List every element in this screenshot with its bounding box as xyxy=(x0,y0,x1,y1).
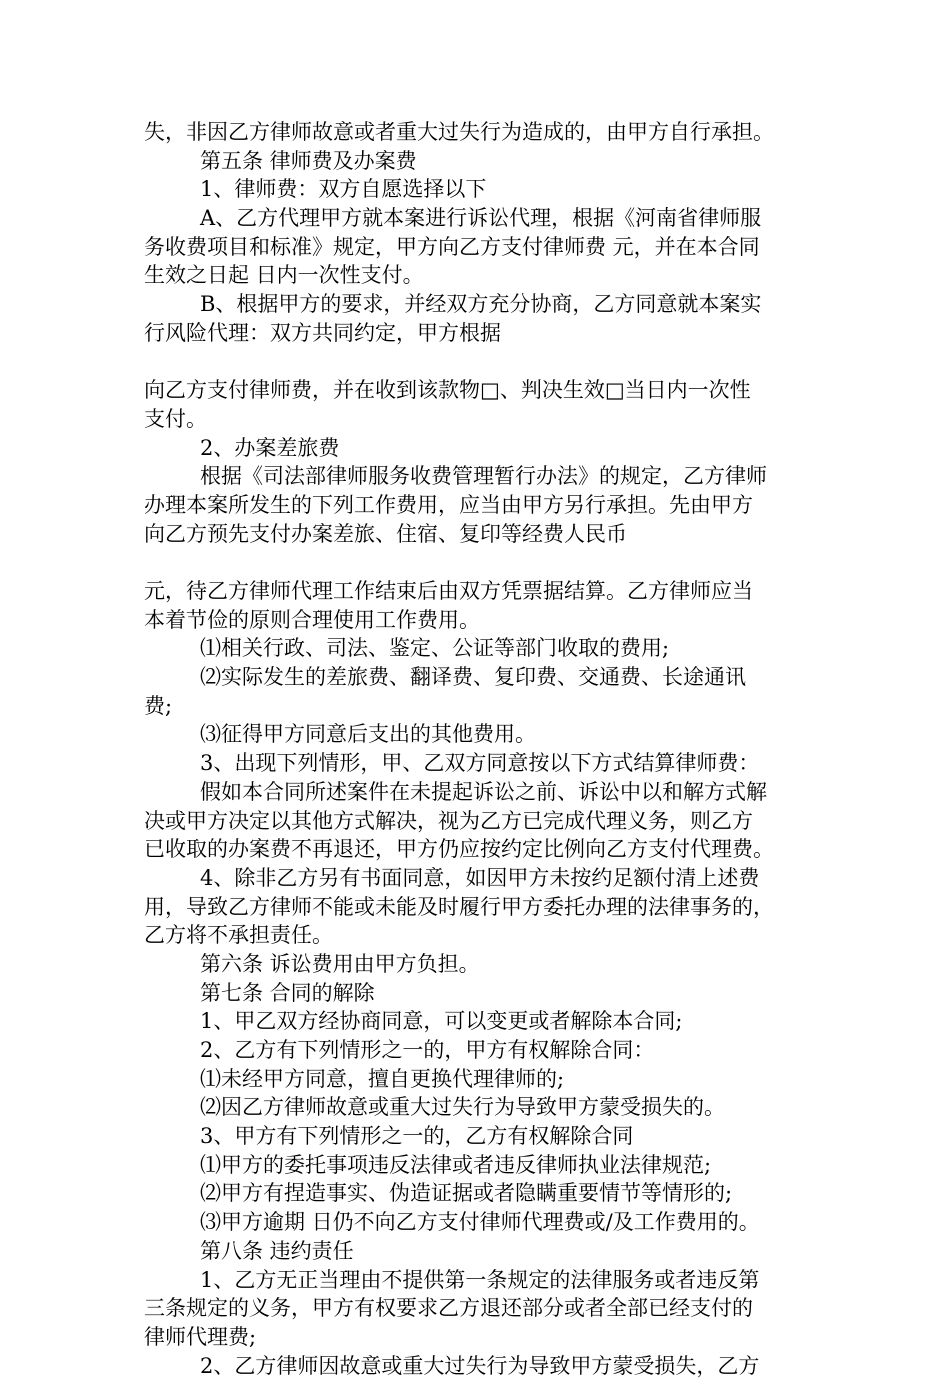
text-line: 第六条 诉讼费用由甲方负担。 xyxy=(200,951,480,976)
text-line: 费; xyxy=(144,693,173,718)
text-line: 失，非因乙方律师故意或者重大过失行为造成的，由甲方自行承担。 xyxy=(144,120,774,144)
text-line: 第五条 律师费及办案费 xyxy=(200,148,417,173)
text-line: 3、甲方有下列情形之一的，乙方有权解除合同 xyxy=(200,1124,634,1149)
text-line: 元，待乙方律师代理工作结束后由双方凭票据结算。乙方律师应当 xyxy=(144,579,753,603)
text-line: ⑵甲方有捏造事实、伪造证据或者隐瞒重要情节等情形的; xyxy=(200,1181,733,1206)
text-line: ⑴相关行政、司法、鉴定、公证等部门收取的费用; xyxy=(200,636,670,661)
text-line: ⑵因乙方律师故意或重大过失行为导致甲方蒙受损失的。 xyxy=(200,1095,725,1120)
text-line: 假如本合同所述案件在未提起诉讼之前、诉讼中以和解方式解 xyxy=(200,779,767,804)
text-line: 1、律师费：双方自愿选择以下 xyxy=(200,177,487,202)
blank-line xyxy=(144,348,816,377)
blank-line xyxy=(144,548,816,577)
text-line: 1、乙方无正当理由不提供第一条规定的法律服务或者违反第 xyxy=(200,1267,760,1292)
text-line: ⑴甲方的委托事项违反法律或者违反律师执业法律规范; xyxy=(200,1152,712,1177)
text-line: 2、办案差旅费 xyxy=(200,435,340,460)
text-line: 务收费项目和标准》规定，甲方向乙方支付律师费 元，并在本合同 xyxy=(144,234,760,259)
text-line: 三条规定的义务，甲方有权要求乙方退还部分或者全部已经支付的 xyxy=(144,1296,753,1321)
text-line: 1、甲乙双方经协商同意，可以变更或者解除本合同; xyxy=(200,1009,683,1034)
text-line: 乙方将不承担责任。 xyxy=(144,923,333,948)
text-line: 根据《司法部律师服务收费管理暂行办法》的规定，乙方律师 xyxy=(200,464,767,489)
text-line: 2、乙方有下列情形之一的，甲方有权解除合同： xyxy=(200,1038,655,1062)
text-line: 办理本案所发生的下列工作费用，应当由甲方另行承担。先由甲方 xyxy=(144,492,753,517)
text-line: 本着节俭的原则合理使用工作费用。 xyxy=(144,607,480,632)
text-line: 第七条 合同的解除 xyxy=(200,980,375,1005)
text-line: 生效之日起 日内一次性支付。 xyxy=(144,263,424,288)
text-line: 向乙方预先支付办案差旅、住宿、复印等经费人民币 xyxy=(144,521,627,546)
text-line: 第八条 违约责任 xyxy=(200,1238,354,1263)
text-line: ⑶征得甲方同意后支出的其他费用。 xyxy=(200,722,536,747)
text-line: ⑶甲方逾期 日仍不向乙方支付律师代理费或/及工作费用的。 xyxy=(200,1210,760,1235)
text-line: 3、出现下列情形，甲、乙双方同意按以下方式结算律师费： xyxy=(200,751,760,776)
text-line: 决或甲方决定以其他方式解决，视为乙方已完成代理义务，则乙方 xyxy=(144,808,753,833)
text-line: 4、除非乙方另有书面同意，如因甲方未按约足额付清上述费 xyxy=(200,865,760,890)
text-line: 支付。 xyxy=(144,406,207,431)
text-line: 用，导致乙方律师不能或未能及时履行甲方委托办理的法律事务的， xyxy=(144,894,774,919)
text-line: 2、乙方律师因故意或重大过失行为导致甲方蒙受损失，乙方 xyxy=(200,1353,760,1378)
text-line: B、根据甲方的要求，并经双方充分协商，乙方同意就本案实 xyxy=(200,292,762,317)
text-line: ⑴未经甲方同意，擅自更换代理律师的; xyxy=(200,1066,565,1091)
text-line: 向乙方支付律师费，并在收到该款物□、判决生效□当日内一次性 xyxy=(144,378,751,403)
document-page xyxy=(144,118,816,1380)
text-line: 行风险代理：双方共同约定，甲方根据 xyxy=(144,320,501,345)
text-line: A、乙方代理甲方就本案进行诉讼代理，根据《河南省律师服 xyxy=(200,206,762,231)
text-line: 律师代理费; xyxy=(144,1324,257,1349)
text-line: ⑵实际发生的差旅费、翻译费、复印费、交通费、长途通讯 xyxy=(200,665,746,690)
text-line: 已收取的办案费不再退还，甲方仍应按约定比例向乙方支付代理费。 xyxy=(144,837,774,862)
